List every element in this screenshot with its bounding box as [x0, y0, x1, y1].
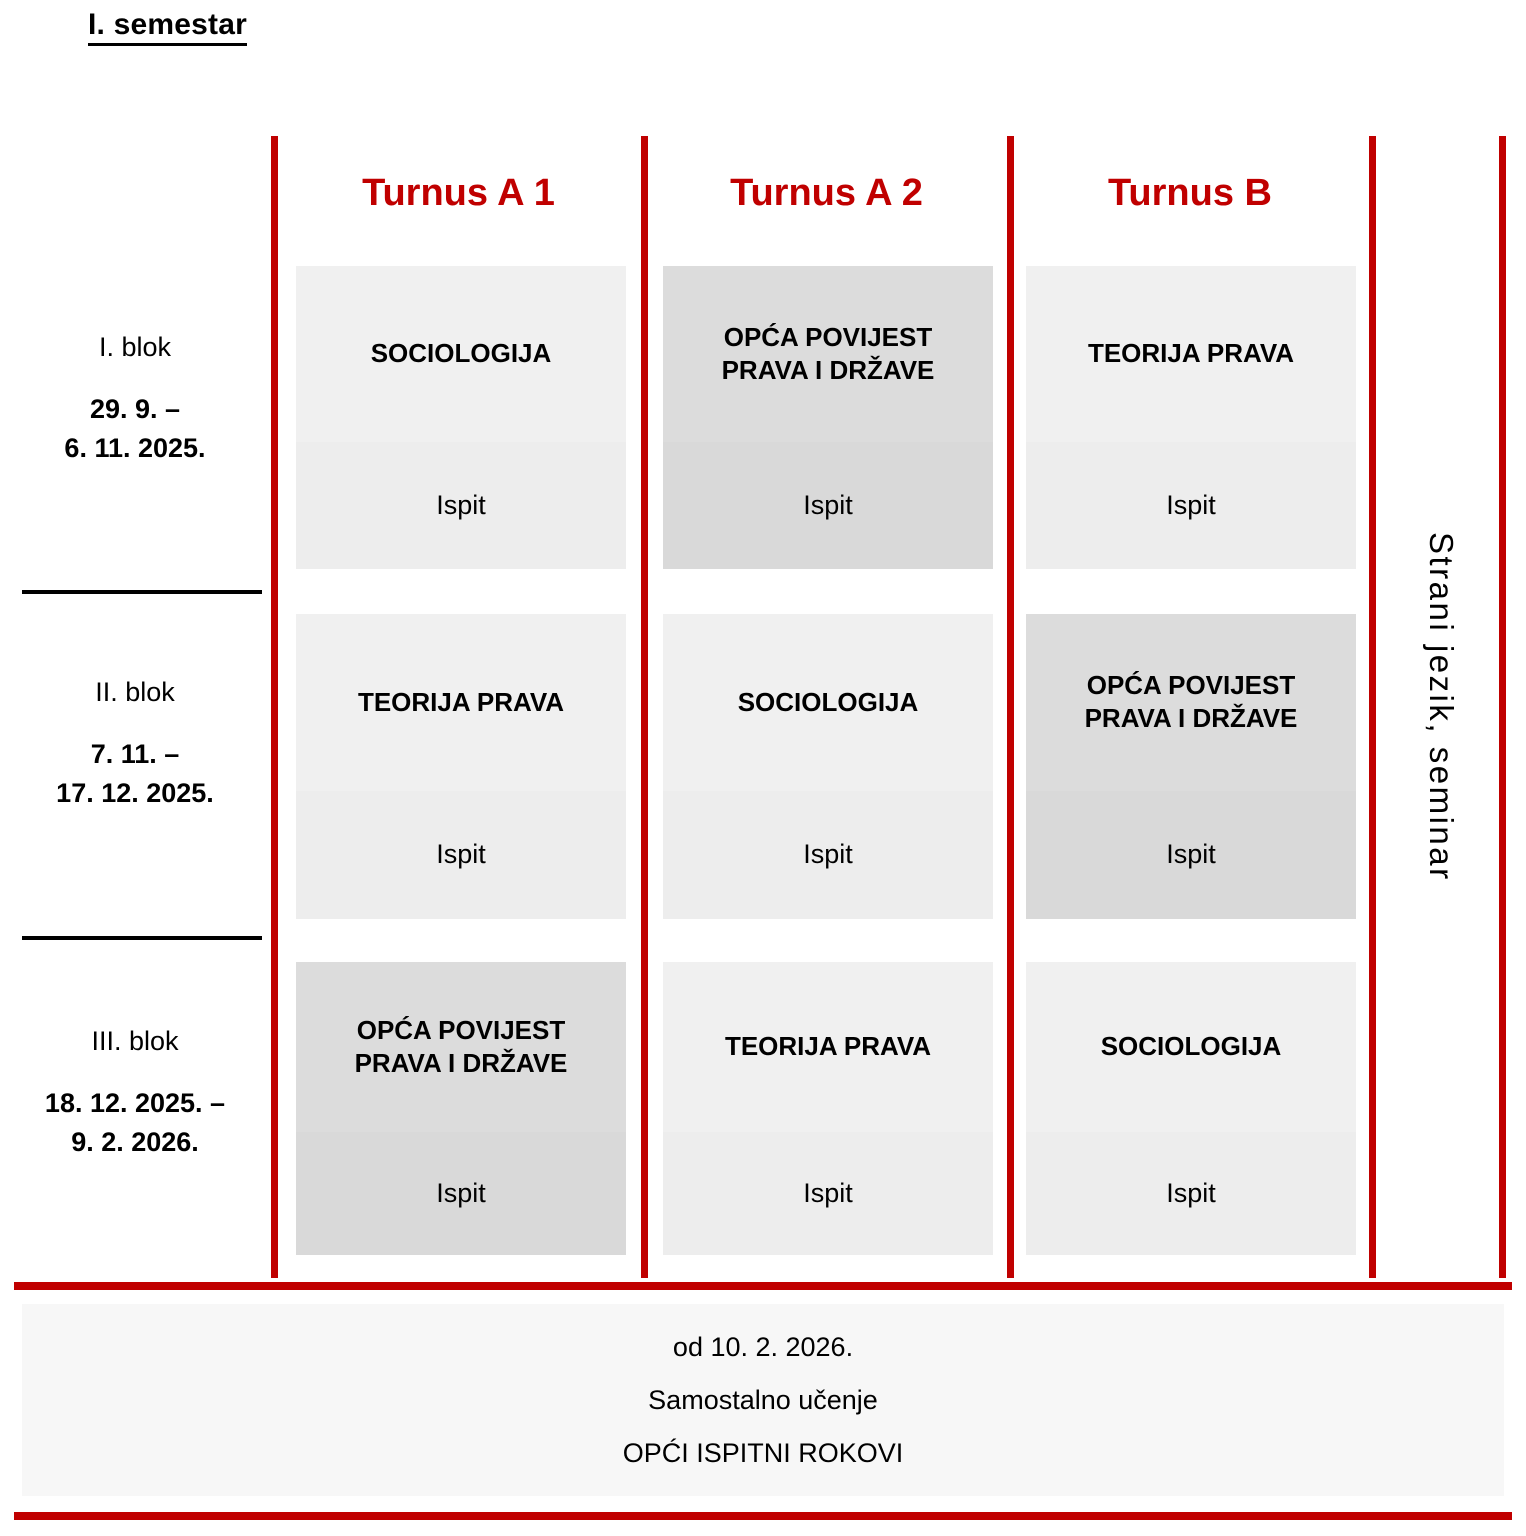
vertical-divider-right-edge — [1499, 136, 1506, 1278]
schedule-cell-block3-turnus-a2[interactable] — [663, 962, 993, 1255]
subject-name — [1026, 266, 1356, 442]
subject-line-2: PRAVA I DRŽAVE — [1084, 703, 1298, 734]
subject-line-1: TEORIJA PRAVA — [357, 686, 565, 717]
footer-line-3: OPĆI ISPITNI ROKOVI — [622, 1437, 904, 1468]
schedule-cell-block1-turnus-a2[interactable] — [663, 266, 993, 569]
subject-line-2: PRAVA I DRŽAVE — [721, 354, 935, 385]
vertical-divider-left-of-turnus-b — [1007, 136, 1014, 1278]
subject-name — [1026, 614, 1356, 791]
footer-line-2: Samostalno učenje — [648, 1384, 878, 1415]
subject-line-1: SOCIOLOGIJA — [737, 686, 919, 717]
page-title: I. semestar — [88, 8, 247, 46]
schedule-cell-block1-turnus-b[interactable] — [1026, 266, 1356, 569]
vertical-divider-left-of-turnus-a1 — [271, 136, 278, 1278]
block-dates-iii-line1: 18. 12. 2025. – — [44, 1088, 226, 1119]
exam-label: Ispit — [663, 1132, 993, 1255]
subject-line-2: PRAVA I DRŽAVE — [354, 1047, 568, 1078]
block-name-iii: III. blok — [91, 1026, 179, 1056]
block-dates-i-line1: 29. 9. – — [89, 394, 181, 425]
block-dates-i-line2: 6. 11. 2025. — [64, 432, 206, 463]
subject-name — [1026, 962, 1356, 1132]
exam-label: Ispit — [296, 791, 626, 919]
column-header-turnus-b: Turnus B — [1108, 172, 1272, 214]
block-dates-iii-line2: 9. 2. 2026. — [71, 1126, 199, 1157]
exam-label: Ispit — [663, 791, 993, 919]
subject-line-1: SOCIOLOGIJA — [1100, 1031, 1282, 1062]
exam-label: Ispit — [1026, 791, 1356, 919]
subject-line-1: TEORIJA PRAVA — [724, 1031, 932, 1062]
vertical-divider-left-of-side-column — [1369, 136, 1376, 1278]
exam-label: Ispit — [1026, 442, 1356, 569]
side-column-strani-jezik-seminar — [1383, 136, 1499, 1278]
block-name-i: I. blok — [98, 332, 172, 362]
footer-panel — [22, 1304, 1504, 1496]
block-label-ii — [4, 673, 266, 812]
schedule-cell-block2-turnus-a2[interactable] — [663, 614, 993, 919]
exam-label: Ispit — [296, 1132, 626, 1255]
footer-bottom-rule — [14, 1512, 1512, 1520]
footer-line-1: od 10. 2. 2026. — [672, 1331, 854, 1362]
subject-line-1: TEORIJA PRAVA — [1087, 338, 1295, 369]
exam-label: Ispit — [663, 442, 993, 569]
subject-name — [663, 266, 993, 442]
vertical-divider-left-of-turnus-a2 — [641, 136, 648, 1278]
block-dates-ii-line1: 7. 11. – — [90, 739, 180, 770]
column-header-turnus-a1: Turnus A 1 — [362, 172, 555, 214]
block-separator-2 — [22, 936, 262, 940]
block-label-i — [4, 328, 266, 467]
schedule-cell-block2-turnus-a1[interactable] — [296, 614, 626, 919]
exam-label: Ispit — [296, 442, 626, 569]
subject-line-1: OPĆA POVIJEST — [1086, 670, 1296, 701]
subject-line-1: OPĆA POVIJEST — [723, 321, 933, 352]
schedule-cell-block3-turnus-a1[interactable] — [296, 962, 626, 1255]
subject-name — [663, 614, 993, 791]
subject-line-1: OPĆA POVIJEST — [356, 1014, 566, 1045]
block-separator-1 — [22, 590, 262, 594]
column-header-turnus-a2: Turnus A 2 — [730, 172, 923, 214]
schedule-cell-block3-turnus-b[interactable] — [1026, 962, 1356, 1255]
subject-name — [296, 266, 626, 442]
schedule-cell-block1-turnus-a1[interactable] — [296, 266, 626, 569]
block-dates-ii-line2: 17. 12. 2025. — [56, 777, 214, 808]
block-name-ii: II. blok — [95, 677, 175, 707]
subject-line-1: SOCIOLOGIJA — [370, 338, 552, 369]
subject-name — [296, 614, 626, 791]
subject-name — [663, 962, 993, 1132]
footer-top-rule — [14, 1282, 1512, 1290]
subject-name — [296, 962, 626, 1132]
side-column-label: Strani jezik, seminar — [1423, 532, 1460, 882]
exam-label: Ispit — [1026, 1132, 1356, 1255]
block-label-iii — [4, 1022, 266, 1161]
schedule-cell-block2-turnus-b[interactable] — [1026, 614, 1356, 919]
